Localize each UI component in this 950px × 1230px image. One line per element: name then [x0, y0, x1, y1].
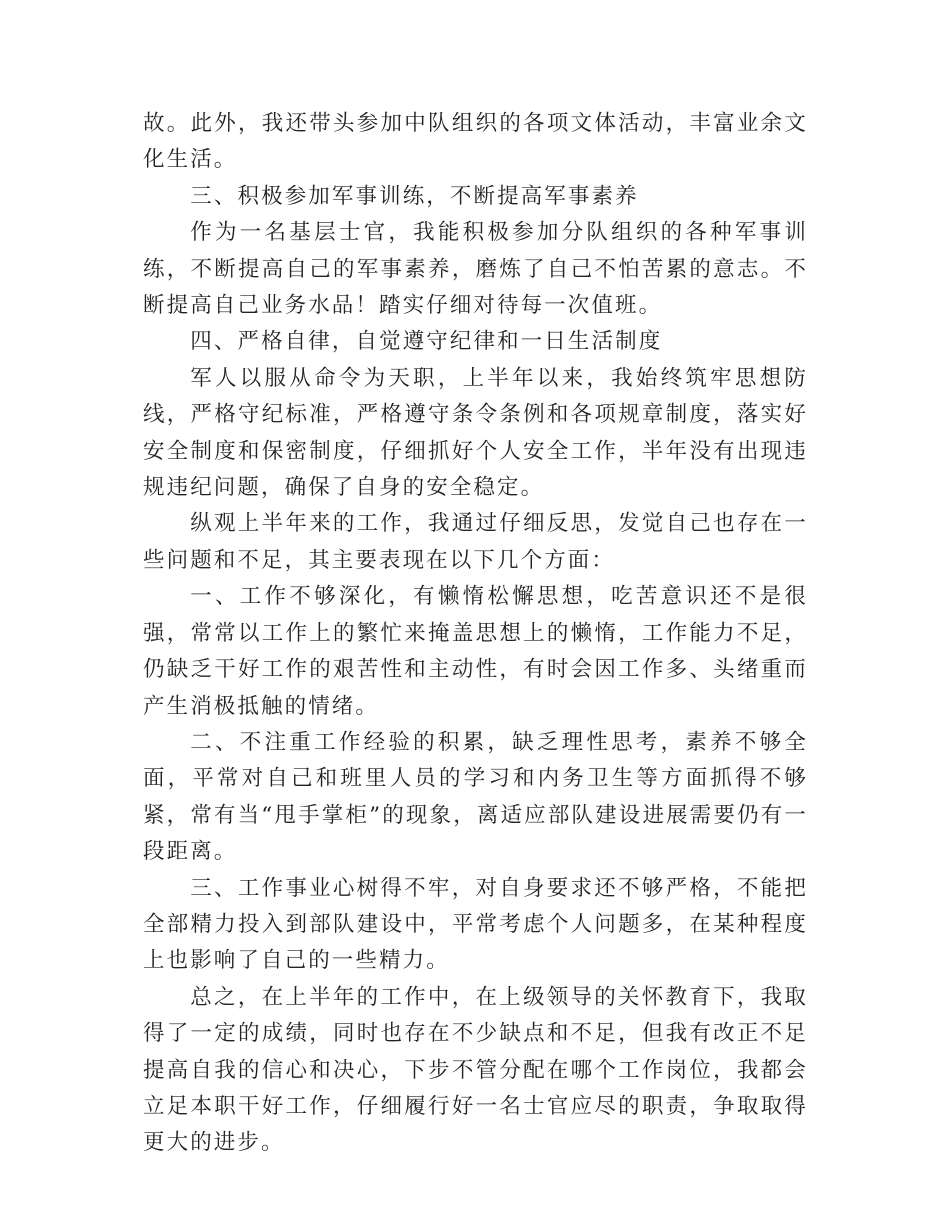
shortcoming-item-3: 三、工作事业心树得不牢，对自身要求还不够严格，不能把全部精力投入到部队建设中，平常考虑个人问题多，在某种程度上也影响了自己的一些精力。 — [143, 875, 808, 974]
section-heading-4: 四、严格自律，自觉遵守纪律和一日生活制度 — [190, 329, 663, 355]
paragraph-4: 纵观上半年来的工作，我通过仔细反思，发觉自己也存在一些问题和不足，其主要表现在以下几个方面： — [143, 511, 808, 573]
document-body — [143, 106, 808, 1162]
shortcoming-item-1: 一、工作不够深化，有懒惰松懈思想，吃苦意识还不是很强，常常以工作上的繁忙来掩盖思想上的懒惰，工作能力不足，仍缺乏干好工作的艰苦性和主动性，有时会因工作多、头绪重而产生消极抵触的情绪。 — [143, 584, 808, 719]
section-heading-3: 三、积极参加军事训练，不断提高军事素养 — [190, 183, 639, 209]
paragraph-2: 作为一名基层士官，我能积极参加分队组织的各种军事训练，不断提高自己的军事素养，磨炼了自己不怕苦累的意志。不断提高自己业务水品！踏实仔细对待每一次值班。 — [143, 220, 808, 319]
shortcoming-item-2: 二、不注重工作经验的积累，缺乏理性思考，素养不够全面，平常对自己和班里人员的学习和内务卫生等方面抓得不够紧，常有当“甩手掌柜”的现象，离适应部队建设进展需要仍有一段距离。 — [143, 729, 808, 865]
paragraph-1: 故。此外，我还带头参加中队组织的各项文体活动，丰富业余文化生活。 — [143, 111, 808, 173]
paragraph-3: 军人以服从命令为天职，上半年以来，我始终筑牢思想防线，严格守纪标准，严格遵守条令条例和各项规章制度，落实好安全制度和保密制度，仔细抓好个人安全工作，半年没有出现违规违纪问题，确保了自身的安全稳定。 — [143, 365, 808, 501]
conclusion-paragraph: 总之，在上半年的工作中，在上级领导的关怀教育下，我取得了一定的成绩，同时也存在不少缺点和不足，但我有改正不足提高自我的信心和决心，下步不管分配在哪个工作岗位，我都会立足本职干好工作，仔细履行好一名士官应尽的职责，争取取得更大的进步。 — [143, 984, 808, 1156]
